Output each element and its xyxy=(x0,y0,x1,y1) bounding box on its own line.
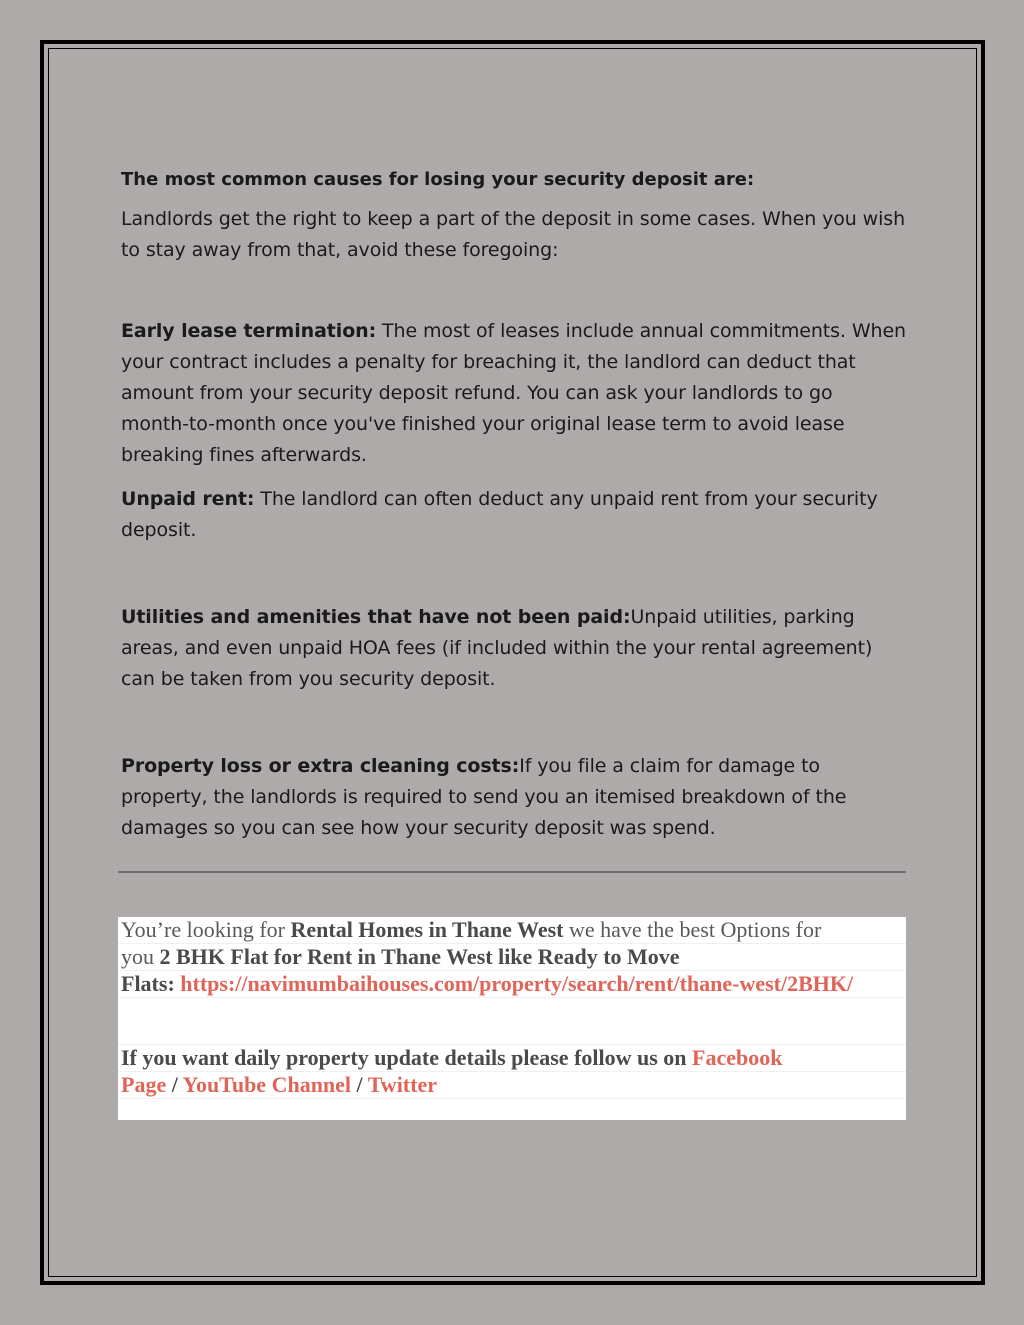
intro-paragraph: Landlords get the right to keep a part of the deposit in some cases. When you wish to stay away from that, avoid these foregoing: xyxy=(121,208,906,261)
youtube-channel-link[interactable]: YouTube Channel xyxy=(182,1072,352,1097)
horizontal-divider xyxy=(118,871,906,873)
facebook-page-link[interactable]: Facebook xyxy=(692,1045,783,1070)
section-title: Property loss or extra cleaning costs: xyxy=(121,755,520,777)
promo-box xyxy=(118,917,906,1120)
facebook-page-link-continued[interactable]: Page xyxy=(121,1072,167,1097)
twitter-link[interactable]: Twitter xyxy=(367,1072,437,1097)
section-property-loss xyxy=(121,751,906,844)
section-body: The landlord can often deduct any unpaid rent from your security deposit. xyxy=(121,488,878,541)
section-body: Unpaid utilities, parking areas, and even unpaid HOA fees (if included within the your rental agreement) can be taken from you security deposit. xyxy=(121,606,873,690)
section-body: The most of leases include annual commitments. When your contract includes a penalty for breaching it, the landlord can deduct that amount from your security deposit refund. You can ask your landlords to go month-to-month once you've finished your original lease term to avoid lease breaking fines afterwards. xyxy=(121,320,906,466)
promo-line-1: You’re looking for Rental Homes in Thane West we have the best Options for xyxy=(118,917,906,944)
section-body: If you file a claim for damage to property, the landlords is required to send you an itemised breakdown of the damages so you can see how your security deposit was spend. xyxy=(121,755,847,839)
promo-keyword-rental-homes: Rental Homes in Thane West xyxy=(290,917,564,942)
section-title: Utilities and amenities that have not been paid: xyxy=(121,606,631,628)
property-search-link[interactable]: https://navimumbaihouses.com/property/search/rent/thane-west/2BHK/ xyxy=(180,971,854,996)
follow-line-2: Page / YouTube Channel / Twitter xyxy=(118,1072,906,1099)
article-heading: The most common causes for losing your security deposit are: xyxy=(121,169,755,190)
section-utilities xyxy=(121,602,906,695)
section-title: Early lease termination: xyxy=(121,320,377,342)
article-body xyxy=(121,166,906,844)
section-title: Unpaid rent: xyxy=(121,488,255,510)
promo-line-3: Flats: https://navimumbaihouses.com/property/search/rent/thane-west/2BHK/ xyxy=(118,971,906,998)
follow-line-1: If you want daily property update details please follow us on Facebook xyxy=(118,1045,906,1072)
promo-line-2: you 2 BHK Flat for Rent in Thane West like Ready to Move xyxy=(118,944,906,971)
section-early-termination xyxy=(121,316,906,471)
promo-keyword-2bhk: 2 BHK Flat for Rent in Thane West like Ready to Move xyxy=(159,944,680,969)
section-unpaid-rent xyxy=(121,484,906,546)
